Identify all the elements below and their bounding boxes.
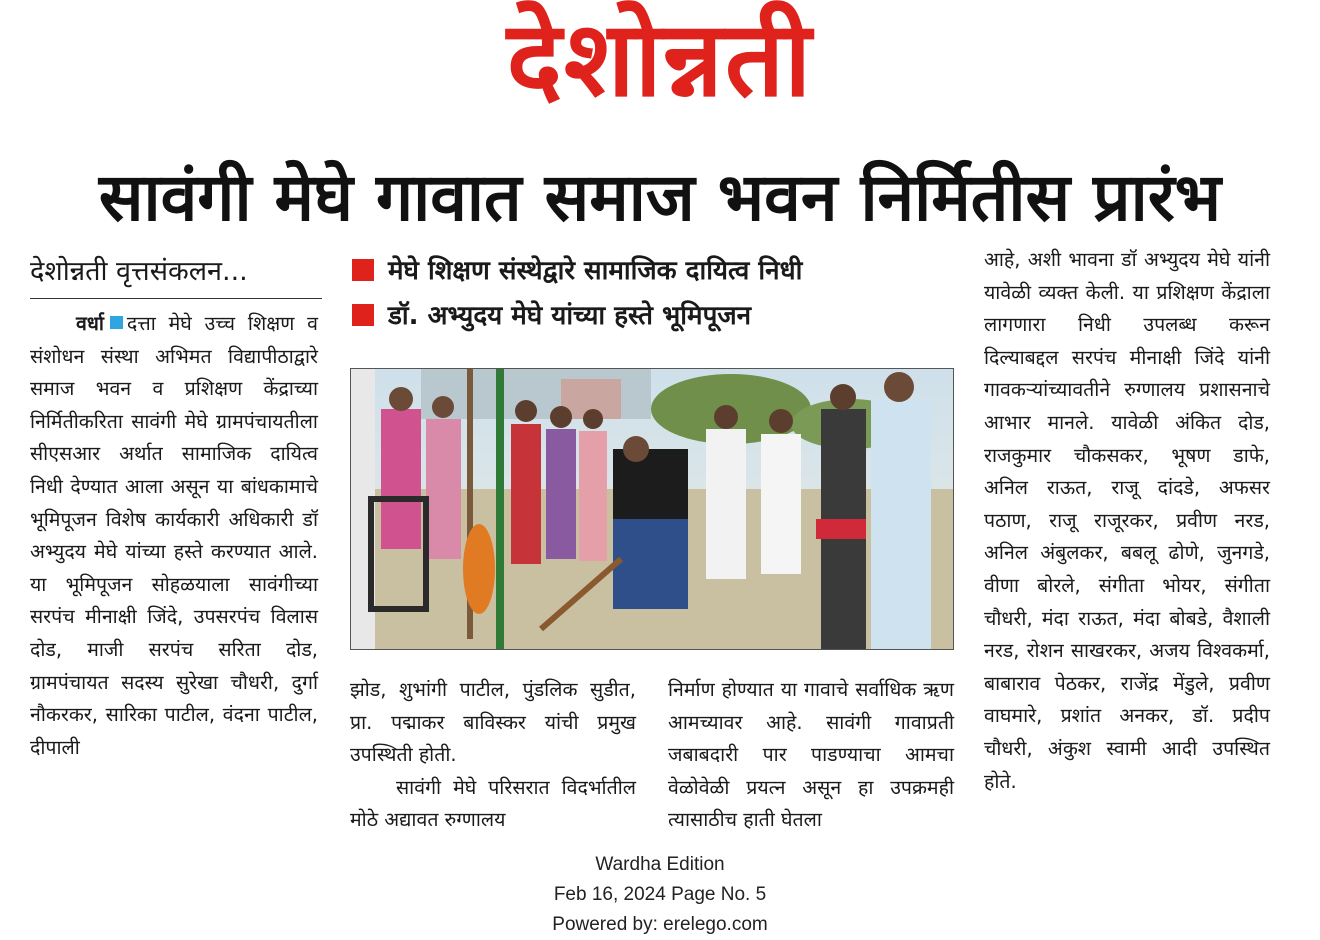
article-column-4: [984, 244, 1270, 798]
column-2-paragraph-2: सावंगी मेघे परिसरात विदर्भातील मोठे अद्यावत रुग्णालय: [350, 775, 636, 832]
red-square-bullet-icon: [352, 259, 374, 281]
photo-illustration: [351, 369, 953, 649]
edition-label: Wardha Edition: [595, 854, 725, 875]
page-footer: [0, 850, 1320, 940]
newspaper-logo: देशोन्नती: [506, 0, 814, 120]
article-column-3: [668, 674, 954, 837]
article-column-1: [30, 308, 318, 764]
masthead: [0, 0, 1320, 120]
column-3-text: निर्माण होण्यात या गावाचे सर्वाधिक ऋण आमच्यावर आहे. सावंगी गावाप्रती जबाबदारी पार पाडण्याचा आमचा वेळोवेळी प्रयत्न असून हा उपक्रमही त्यासाठीच हाती घेतला: [668, 678, 954, 832]
news-photo: [350, 368, 954, 650]
red-square-bullet-icon: [352, 304, 374, 326]
byline: देशोन्नती वृत्तसंकलन...: [30, 250, 322, 299]
subheading-2: [352, 296, 962, 336]
article-column-2: [350, 674, 636, 837]
article-headline: सावंगी मेघे गावात समाज भवन निर्मितीस प्रारंभ: [98, 159, 1222, 236]
column-2-paragraph-1: झोड, शुभांगी पाटील, पुंडलिक सुडीत, प्रा. पद्माकर बाविस्कर यांची प्रमुख उपस्थिती होती.: [350, 678, 636, 767]
subheading-1: [352, 251, 962, 291]
powered-by-label: Powered by: erelego.com: [552, 914, 768, 935]
blue-square-icon: [110, 316, 123, 329]
subheading-1-text: मेघे शिक्षण संस्थेद्वारे सामाजिक दायित्व निधी: [388, 256, 803, 286]
column-1-text: दत्ता मेघे उच्च शिक्षण व संशोधन संस्था अभिमत विद्यापीठाद्वारे समाज भवन व प्रशिक्षण केंद्राच्या निर्मितीकरिता सावंगी मेघे ग्रामपंचायतीला सीएसआर अर्थात सामाजिक दायित्व निधी देण्यात आला असून या बांधकामाचे भूमिपूजन विशेष कार्यकारी अधिकारी डॉ अभ्युदय मेघे यांच्या हस्ते करण्यात आले. या भूमिपूजन सोहळयाला सावंगीच्या सरपंच मीनाक्षी जिंदे, उपसरपंच विलास दोड, माजी सरपंच सरिता दोड, ग्रामपंचायत सदस्य सुरेखा चौधरी, दुर्गा नौकरकर, सारिका पाटील, वंदना पाटील, दीपाली: [30, 312, 318, 759]
dateline: वर्धा: [76, 312, 104, 335]
subheading-2-text: डॉ. अभ्युदय मेघे यांच्या हस्ते भूमिपूजन: [388, 301, 752, 331]
date-page-label: Feb 16, 2024 Page No. 5: [553, 884, 767, 905]
column-4-text: आहे, अशी भावना डॉ अभ्युदय मेघे यांनी यावेळी व्यक्त केली. या प्रशिक्षण केंद्राला लागणारा निधी उपलब्ध करून दिल्याबद्दल सरपंच मीनाक्षी जिंदे यांनी गावकऱ्यांच्यावतीने रुग्णालय प्रशासनाचे आभार मानले. यावेळी अंकित दोड, राजकुमार चौकसकर, भूषण डाफे, अनिल राऊत, राजू दांदडे, अफसर पठाण, राजू राजूरकर, प्रवीण नरड, अनिल अंबुलकर, बबलू ढोणे, जुनगडे, वीणा बोरले, संगीता भोयर, संगीता चौधरी, मंदा राऊत, मंदा बोबडे, वैशाली नरड, रोशन साखरकर, अजय विश्वकर्मा, बाबाराव पेठकर, राजेंद्र मेंडुले, प्रवीण वाघमारे, प्रशांत अनकर, डॉ. प्रदीप चौधरी, अंकुश स्वामी आदी उपस्थित होते.: [984, 248, 1270, 793]
